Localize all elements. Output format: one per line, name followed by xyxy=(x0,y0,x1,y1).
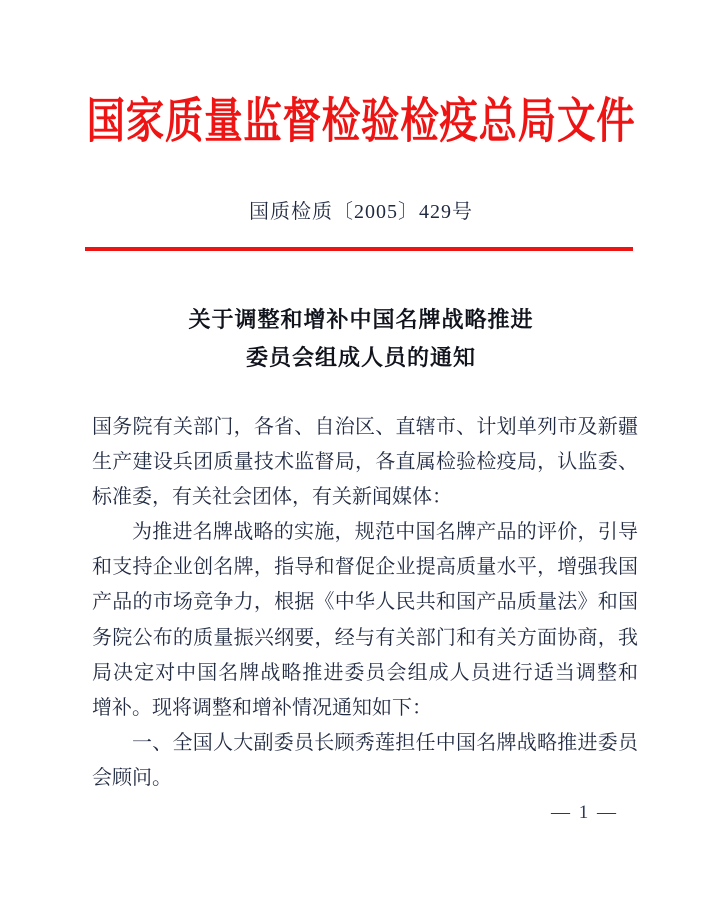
body-line: 产品的市场竞争力，根据《中华人民共和国产品质量法》和国 xyxy=(92,591,638,614)
body-line: 国务院有关部门，各省、自治区、直辖市、计划单列市及新疆 xyxy=(92,416,638,438)
body-line: 局决定对中国名牌战略推进委员会组成人员进行适当调整和 xyxy=(92,661,638,684)
body-line: 增补。现将调整和增补情况通知如下： xyxy=(92,696,432,719)
body-line: 一、全国人大副委员长顾秀莲担任中国名牌战略推进委员 xyxy=(132,731,638,754)
document-title-line1: 关于调整和增补中国名牌战略推进 xyxy=(188,307,534,332)
red-divider-line xyxy=(85,247,633,251)
document-body xyxy=(92,410,638,796)
body-line: 和支持企业创名牌，指导和督促企业提高质量水平，增强我国 xyxy=(92,556,638,579)
body-line: 标准委，有关社会团体，有关新闻媒体： xyxy=(92,486,452,509)
letterhead-agency-title: 国家质量监督检验检疫总局文件 xyxy=(86,95,636,148)
document-title-line2: 委员会组成人员的通知 xyxy=(245,345,476,370)
body-line: 为推进名牌战略的实施，规范中国名牌产品的评价，引导 xyxy=(132,521,638,544)
body-line: 生产建设兵团质量技术监督局，各直属检验检疫局，认监委、 xyxy=(92,451,638,474)
document-title xyxy=(0,301,722,377)
document-number: 国质检质〔2005〕429号 xyxy=(249,201,473,223)
body-line: 会顾问。 xyxy=(92,766,172,789)
page-number: — 1 — xyxy=(551,802,618,823)
body-line: 务院公布的质量振兴纲要，经与有关部门和有关方面协商，我 xyxy=(92,626,638,649)
